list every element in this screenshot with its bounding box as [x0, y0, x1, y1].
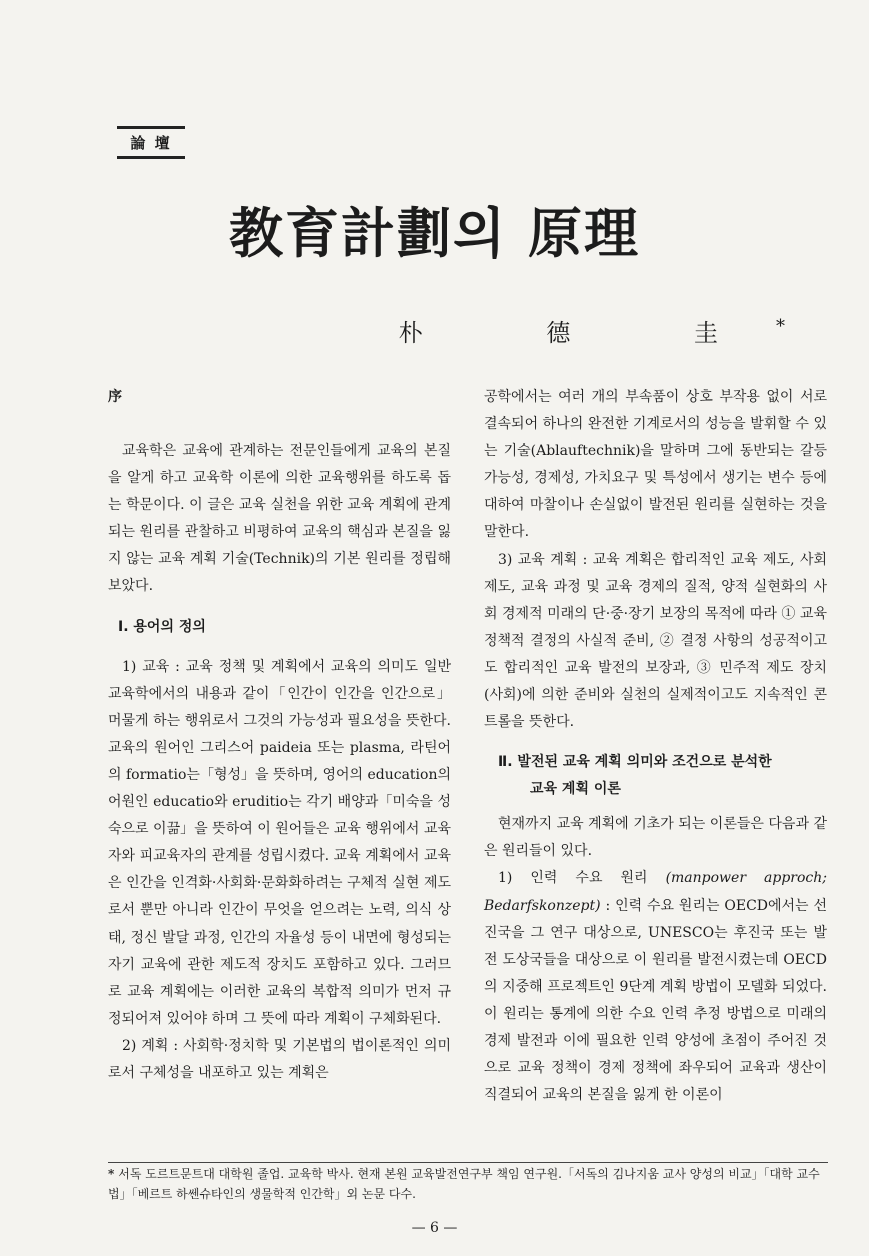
intro-paragraph: 교육학은 교육에 관계하는 전문인들에게 교육의 본질을 알게 하고 교육학 이론에 의한 교육행위를 하도록 돕는 학문이다. 이 글은 교육 실천을 위한 교육 계획에 관계되는 원리를 관찰하고 비평하여 교육의 핵심과 본질을 잃지 않는 교육 계획 기술(Technik)의 기본 원리를 정립해 보았다.: [108, 443, 451, 595]
section-2-heading: [484, 749, 827, 803]
section-tag: 論 壇: [117, 126, 185, 159]
right-column: [484, 384, 827, 1109]
author-byline: [399, 310, 785, 350]
footnote: [108, 1164, 830, 1204]
planning-continuation-paragraph: 공학에서는 여러 개의 부속품이 상호 부작용 없이 서로 결속되어 하나의 완전한 기계로서의 성능을 발휘할 수 있는 기술(Ablauftechnik)을 말하며 그에 동반되는 갈등 가능성, 경제성, 가치요구 및 특성에서 생기는 변수 등에 대하여 마찰이나 손실없이 발전된 원리를 실현하는 것을 말한다.: [484, 389, 827, 541]
section-1-heading: Ⅰ. 용어의 정의: [118, 618, 206, 635]
manpower-lead: 1) 인력 수요 원리: [498, 870, 666, 887]
definition-educational-planning-paragraph: 3) 교육 계획 : 교육 계획은 합리적인 교육 제도, 사회 제도, 교육 과정 및 교육 경제의 질적, 양적 실현화의 사회 경제적 미래의 단·중·장기 보장의 목적에 따라 ① 교육 정책적 결정의 사실적 준비, ② 결정 사항의 성공적이고도 합리적인 교육 발전의 보장과, ③ 민주적 제도 장치(사회)에 의한 준비와 실천의 실제적이고도 지속적인 콘트롤을 뜻한다.: [484, 551, 827, 731]
footnote-mark: *: [108, 1167, 115, 1181]
theories-intro-paragraph: 현재까지 교육 계획에 기초가 되는 이론들은 다음과 같은 원리들이 있다.: [484, 816, 827, 860]
article-title: 教育計劃의 原理: [229, 201, 640, 265]
author-name: 朴 德 圭: [398, 319, 776, 347]
section-2-heading-line-2: 교육 계획 이론: [530, 781, 621, 798]
footnote-divider: [108, 1162, 828, 1163]
manpower-approach-paragraph: [484, 865, 827, 1109]
intro-heading: 序: [108, 389, 122, 405]
footnote-text: 서독 도르트문트대 대학원 졸업. 교육학 박사. 현재 본원 교육발전연구부 책임 연구원.「서독의 김나지움 교사 양성의 비교」「대학 교수법」「베르트 하쎈슈타인의 생물학적 인간학」외 논문 다수.: [108, 1167, 820, 1201]
definition-planning-paragraph: 2) 계획 : 사회학·정치학 및 기본법의 법이론적인 의미로서 구체성을 내포하고 있는 계획은: [108, 1037, 451, 1081]
page-number: — 6 —: [411, 1220, 458, 1236]
section-2-heading-line-1: Ⅱ. 발전된 교육 계획 의미와 조건으로 분석한: [498, 754, 772, 771]
author-footnote-mark: *: [776, 316, 785, 337]
manpower-term: (manpower approch; Bedarfskonzept): [484, 870, 827, 914]
left-column: [108, 384, 451, 1087]
definition-education-paragraph: 1) 교육 : 교육 정책 및 계획에서 교육의 의미도 일반 교육학에서의 내용과 같이「인간이 인간을 인간으로」머물게 하는 행위로서 그것의 가능성과 필요성을 뜻한다. 교육의 원어인 그리스어 paideia 또는 plasma, 라틴어의 formatio는「형성」을 뜻하며, 영어의 education의 어원인 educatio와 eruditio는 각기 배양과「미숙을 성숙으로 이끎」을 뜻하여 이 원어들은 교육 행위에서 교육자와 피교육자의 관계를 성립시켰다. 교육 계획에서 교육은 인간을 인격화·사회화·문화화하려는 구체적 실현 제도로서 뿐만 아니라 인간이 무엇을 얻으려는 노력, 의식 상태, 정신 발달 과정, 인간의 자율성 등이 내면에 형성되는 자기 교육에 관한 제도적 장치도 포함하고 있다. 그러므로 교육 계획에는 이러한 교육의 복합적 의미가 먼저 규정되어져 있어야 하며 그 뜻에 따라 계획이 구체화된다.: [108, 658, 451, 1027]
manpower-body: : 인력 수요 원리는 OECD에서는 선진국을 그 연구 대상으로, UNESCO는 후진국 또는 발전 도상국들을 대상으로 이 원리를 발전시켰는데 OECD의 지중해 프로젝트인 9단계 계획 방법이 모델화 되었다. 이 원리는 통계에 의한 수요 인력 추정 방법으로 미래의 경제 발전과 이에 필요한 인력 양성에 초점이 주어진 것으로 교육 정책이 경제 정책에 좌우되어 교육과 생산이 직결되어 교육의 본질을 잃게 한 이론이: [484, 897, 827, 1104]
